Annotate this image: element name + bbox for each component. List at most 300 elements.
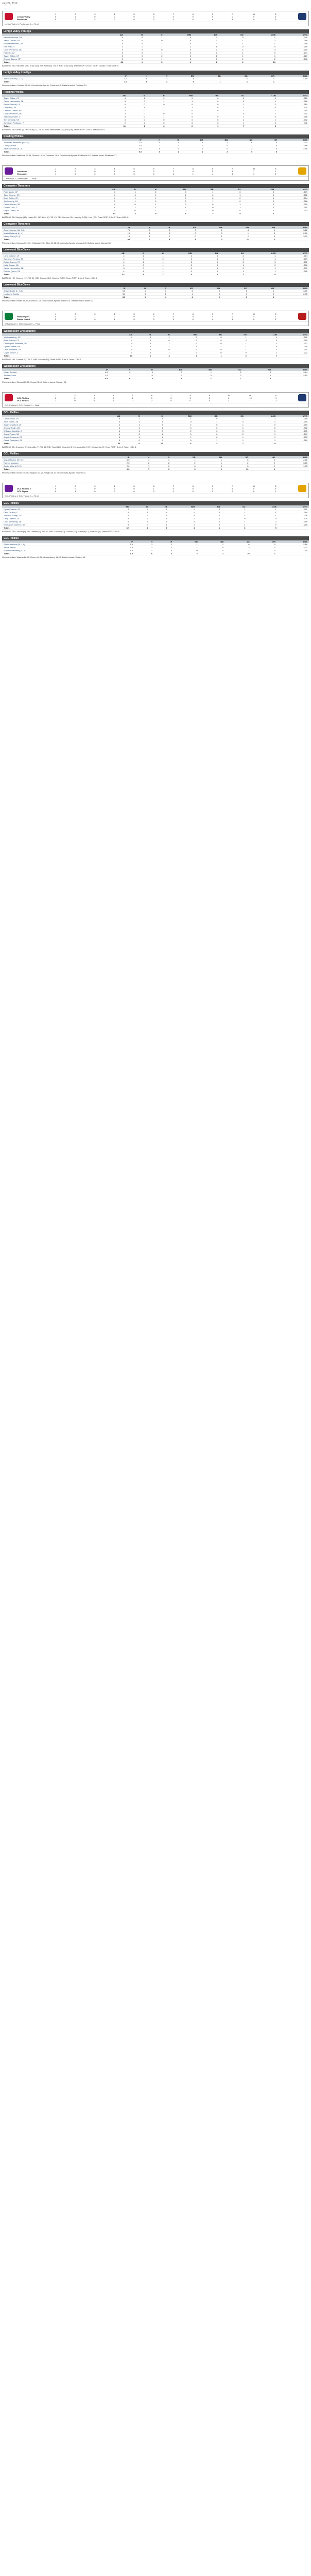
stat-cell: 6 — [219, 61, 245, 64]
stat-cell: 0 — [127, 122, 147, 125]
player-link[interactable]: Ethan Stewart — [2, 371, 80, 374]
away-team-name[interactable]: Lakewood — [17, 170, 27, 173]
column-header: AB — [101, 94, 127, 97]
player-link[interactable]: Michael Martinez, 2B — [2, 42, 98, 45]
player-link[interactable]: Williams Astudillo, C — [2, 430, 96, 433]
stat-cell: .226 — [278, 514, 309, 517]
column-header: IP — [109, 540, 135, 543]
stat-cell: 4 — [131, 459, 151, 462]
stat-cell: 0 — [215, 209, 242, 212]
stat-cell: 0 — [154, 549, 174, 552]
stat-cell: 0 — [158, 203, 188, 206]
player-link[interactable]: Andres Blanco, RF — [2, 58, 98, 61]
player-link[interactable]: Larry Greene, LF — [2, 517, 105, 520]
stat-cell: 0 — [164, 55, 193, 58]
column-header: ERA — [272, 368, 309, 371]
stat-cell: 5.0 — [109, 543, 135, 546]
stat-cell: 0 — [246, 115, 277, 118]
home-team-logo-icon — [298, 394, 306, 401]
totals-label: Totals — [2, 238, 106, 241]
stat-cell: 1 — [147, 115, 166, 118]
linescore-home-row — [16, 490, 295, 493]
player-link[interactable]: Cesar Hernandez, 2B — [2, 267, 100, 270]
stat-cell: 0 — [147, 103, 166, 106]
game-block — [2, 483, 309, 559]
stat-cell: 3.60 — [277, 462, 309, 465]
stat-cell: 0 — [152, 232, 172, 235]
stat-cell: 9 — [221, 296, 249, 299]
section-title: Reading Phillies — [2, 90, 309, 94]
stat-cell: 1.0 — [119, 144, 143, 147]
stat-cell: 7.0 — [102, 80, 128, 83]
stat-cell: 1 — [141, 436, 164, 439]
inning-score: 0 — [75, 317, 76, 320]
stat-cell: 4 — [101, 109, 127, 112]
stat-cell: 0 — [127, 118, 147, 122]
stat-cell: 3 — [152, 238, 172, 241]
column-header: R — [151, 456, 171, 459]
player-link[interactable]: Matt Hockenberry (S, 4) — [2, 549, 109, 552]
inning-label: 2 — [75, 484, 76, 487]
home-team-logo-icon — [298, 313, 306, 320]
stat-cell: 0 — [143, 147, 162, 150]
stat-cell: 1 — [122, 436, 141, 439]
stat-cell: 10 — [225, 552, 251, 555]
player-link[interactable]: Cameron Perkins, 3B — [2, 258, 100, 261]
inning-score: 0 — [55, 396, 57, 399]
stat-cell: 0 — [243, 377, 273, 380]
player-link[interactable]: Kenny Giles (S, 9) — [2, 235, 106, 238]
inning-label: 1 — [55, 484, 57, 487]
stat-cell: 0 — [166, 122, 194, 125]
player-link[interactable]: Brian Pointer, CF — [2, 339, 109, 342]
stat-cell: 1 — [248, 351, 279, 354]
player-link[interactable]: Tyson Gillies, CF — [2, 97, 101, 100]
player-link[interactable]: Lisalverto Bonilla — [2, 293, 100, 296]
player-link[interactable]: Derek Campbell, SS — [2, 439, 96, 442]
stat-cell: 1 — [196, 527, 221, 530]
inning-score: 1 — [275, 396, 277, 399]
inning-score: 0 — [94, 489, 96, 493]
column-header: AVG — [278, 505, 309, 508]
stat-cell: 0 — [254, 144, 279, 147]
stat-cell: 0 — [164, 58, 193, 61]
player-link[interactable]: Steve Susdorf, LF — [2, 103, 101, 106]
stat-cell: 1 — [225, 549, 251, 552]
inning-score: 0 — [172, 487, 174, 490]
column-header: ERA — [277, 226, 309, 229]
column-header: ER — [171, 456, 197, 459]
stat-cell: 1 — [245, 420, 277, 423]
column-header: R — [152, 226, 172, 229]
player-link[interactable]: Leandro Castro, RF — [2, 109, 101, 112]
stat-cell: 3 — [225, 546, 251, 549]
player-link[interactable]: Deivi Grullon, C — [2, 511, 105, 514]
home-team-name[interactable]: Clearwater — [17, 172, 28, 175]
stat-cell: 0 — [174, 549, 199, 552]
column-header: ER — [171, 226, 197, 229]
player-link[interactable]: Tyler Greene, SS — [2, 194, 90, 197]
stat-cell: 0 — [188, 203, 215, 206]
stat-cell: 0 — [166, 97, 194, 100]
stat-cell: 4 — [101, 106, 127, 109]
player-link[interactable]: Jesse Biddle (L, 7-6) — [2, 290, 100, 293]
totals-row — [2, 273, 309, 276]
stat-cell: 2 — [164, 430, 193, 433]
stat-cell: 4 — [100, 261, 126, 264]
stat-cell: 1 — [195, 80, 222, 83]
player-link[interactable]: Angel Chavarria, RF — [2, 436, 96, 439]
column-header: R — [122, 415, 141, 417]
stat-cell: 1 — [126, 255, 146, 258]
inning-label: 1 — [55, 167, 57, 170]
inning-score: 0 — [114, 315, 115, 318]
stat-cell: 0 — [194, 293, 221, 296]
stat-cell: 0 — [196, 508, 221, 511]
stat-cell: 4 — [109, 339, 134, 342]
stat-cell: 3 — [105, 523, 130, 527]
stat-cell: 1 — [134, 345, 152, 348]
stat-cell: 1 — [221, 508, 247, 511]
stat-cell: 3 — [171, 238, 197, 241]
batting-table — [2, 94, 309, 128]
stat-cell: 1 — [144, 36, 164, 39]
inning-label: E — [275, 167, 277, 170]
player-link[interactable]: Adam Morgan (W, 7-6) — [2, 229, 106, 232]
player-link[interactable]: Mitch Walding, SS — [2, 336, 109, 339]
player-link[interactable]: Jiandido Tromp, CF — [2, 514, 105, 517]
inning-label: 8 — [192, 484, 194, 487]
player-link[interactable]: Larry Greene, LF — [2, 255, 100, 258]
player-link[interactable]: Mario Hollands (H, 4) — [2, 232, 106, 235]
stat-cell: 3 — [90, 200, 117, 203]
stat-cell: 4 — [109, 342, 134, 345]
column-header: SO — [219, 33, 245, 36]
inning-label: 3 — [94, 312, 96, 315]
stat-cell: .262 — [275, 194, 309, 197]
batting-table — [2, 252, 309, 276]
player-link[interactable]: Darin Ruf, 1B — [2, 106, 101, 109]
inning-label: E — [275, 312, 277, 315]
inning-score: 10 — [249, 396, 252, 399]
stat-cell: 0 — [199, 546, 225, 549]
stat-cell: 0 — [171, 232, 197, 235]
column-header: LOB — [246, 252, 278, 255]
inning-score: 0 — [189, 399, 191, 402]
stat-cell: 0 — [164, 48, 193, 52]
stat-cell: 6 — [127, 290, 147, 293]
stat-cell: 0 — [130, 520, 149, 523]
player-link[interactable]: Chris Serritella, 1B — [2, 348, 109, 351]
stat-cell: 0 — [220, 100, 246, 103]
stat-cell: 0 — [188, 197, 215, 200]
player-link[interactable]: Christopher Serritella, 2B — [2, 342, 109, 345]
column-header: H — [137, 188, 158, 191]
player-link[interactable]: Zach Collier, RF — [2, 197, 90, 200]
stat-cell: 3.51 — [275, 290, 309, 293]
stat-cell: 0 — [164, 39, 193, 42]
stat-cell: 0 — [166, 115, 194, 118]
stat-cell: 4 — [98, 36, 125, 39]
stat-cell: 0 — [188, 194, 215, 197]
stat-cell: 1 — [223, 336, 248, 339]
stat-cell: 1 — [251, 546, 277, 549]
stat-cell: 3 — [100, 267, 126, 270]
stat-cell: 0 — [250, 235, 277, 238]
stat-cell: 32 — [105, 527, 130, 530]
stat-cell: 1 — [197, 462, 223, 465]
away-team-name[interactable]: GCL Phillies 2 — [17, 487, 31, 490]
stat-cell: 2 — [149, 508, 168, 511]
inning-score: 0 — [114, 18, 115, 21]
stat-cell: 1 — [174, 543, 199, 546]
stat-cell — [277, 238, 309, 241]
player-link[interactable]: Peter Lavin, CF — [2, 191, 90, 194]
player-link[interactable]: Justin Crawford, LF — [2, 423, 96, 427]
player-link[interactable]: Jim Murphy, 1B — [2, 200, 90, 203]
column-header: BB — [198, 333, 223, 336]
column-header: IP — [80, 368, 110, 371]
column-header: AVG — [275, 188, 309, 191]
player-link[interactable]: Jesus Posso, 1B — [2, 433, 96, 436]
inning-score: 0 — [192, 489, 194, 493]
stat-cell: 4 — [90, 191, 117, 194]
column-header: R — [126, 252, 146, 255]
player-link[interactable]: Cord Sandberg, 1B — [2, 520, 105, 523]
stat-cell: 2 — [149, 517, 168, 520]
game-block — [2, 392, 309, 474]
player-link[interactable]: Jonathan Pettibone (W, 7-5) — [2, 141, 119, 144]
player-link[interactable]: Dylan Cozens, RF — [2, 261, 100, 264]
totals-label: Totals — [2, 527, 105, 530]
away-team-name[interactable]: GCL Phillies — [17, 396, 29, 399]
stat-cell: 0 — [194, 255, 219, 258]
stat-cell: .261 — [278, 109, 309, 112]
game-result-note: GCL Phillies 6, GCL Pirates 3 — Final — [3, 403, 308, 407]
inning-label: 5 — [133, 167, 135, 170]
stat-cell: 2 — [204, 150, 229, 154]
player-link[interactable]: Tyson Gillies, CF — [2, 55, 98, 58]
totals-row — [2, 125, 309, 128]
player-link[interactable]: Kelly Dugan, 1B — [2, 264, 100, 267]
stat-cell: 3 — [245, 48, 277, 52]
stat-cell: 2 — [213, 374, 243, 377]
stat-cell — [278, 527, 309, 530]
column-header: RBI — [164, 415, 193, 417]
stat-cell: 1 — [117, 191, 137, 194]
inning-score: 0 — [275, 18, 277, 21]
stat-cell: 6 — [147, 125, 166, 128]
inning-score: 1 — [153, 487, 154, 490]
player-link[interactable]: Shane Watson (W, 1-0) — [2, 543, 109, 546]
player-link[interactable]: Tom Cochran (L, 1-3) — [2, 77, 102, 80]
stat-cell: 1 — [215, 206, 242, 209]
player-link[interactable]: Jonathan Pettibone, P — [2, 122, 101, 125]
stat-cell: 0 — [194, 100, 220, 103]
stat-cell: 30 — [90, 212, 117, 215]
stat-cell: 1 — [137, 203, 158, 206]
stat-cell: 5.0 — [100, 290, 127, 293]
home-team-name[interactable]: Rochester — [17, 18, 27, 21]
home-team-name[interactable]: GCL Pirates — [17, 399, 29, 402]
stat-cell: 3 — [105, 517, 130, 520]
inning-score: 0 — [170, 399, 172, 402]
inning-label: 7 — [172, 484, 174, 487]
stat-cell: 6 — [122, 442, 141, 445]
away-team-name[interactable]: Lehigh Valley — [17, 15, 30, 18]
linescore-header — [3, 393, 308, 403]
section-title: GCL Phillies — [2, 411, 309, 415]
away-team-logo-icon — [5, 167, 13, 175]
inning-score: 0 — [133, 315, 135, 318]
stat-cell: 1 — [180, 150, 204, 154]
stat-cell: 1 — [193, 55, 219, 58]
stat-cell: 1 — [164, 436, 193, 439]
column-header: AVG — [278, 94, 309, 97]
section-notes: BATTING: 2B: Crawford (5), Astudillo (7). TB: 12. RBI: Tocci (14), Crawford 2 (15), Astudillo 2 (19), Chavarria (9). Team RISP: 3-for-9. Team LOB: 8. — [2, 446, 137, 448]
player-link[interactable]: Andrew Pullin, 2B — [2, 427, 96, 430]
inning-score: 0 — [212, 15, 213, 18]
stat-cell: 3.12 — [277, 229, 309, 232]
inning-score: 0 — [75, 315, 76, 318]
stat-cell: 1 — [149, 511, 168, 514]
player-link[interactable]: Jason Donald, SS — [2, 39, 98, 42]
stat-cell: 4 — [130, 527, 149, 530]
player-link[interactable]: Carlos Alonso, 3B — [2, 203, 90, 206]
player-link[interactable]: Sebastian Valle, C — [2, 115, 101, 118]
column-header: SO — [223, 456, 250, 459]
stat-cell: 1 — [193, 420, 219, 423]
player-link[interactable]: Edgar Duran, 2B — [2, 209, 90, 212]
inning-score: 2 — [172, 170, 174, 173]
player-link[interactable]: Dylan Cozens, RF — [2, 345, 109, 348]
inning-label: 8 — [189, 394, 191, 397]
player-link[interactable]: Cesar Hernandez, 2B — [2, 100, 101, 103]
stat-cell: 2 — [246, 103, 277, 106]
totals-row — [2, 80, 309, 83]
stat-cell — [275, 296, 309, 299]
stat-cell: .304 — [278, 517, 309, 520]
stat-cell: 0 — [198, 339, 223, 342]
player-link[interactable]: Pete Orr, LF — [2, 52, 98, 55]
inning-score: 0 — [133, 170, 135, 173]
stat-cell: 1 — [146, 255, 165, 258]
player-link[interactable]: Zach Green, 3B — [2, 420, 96, 423]
inning-score: 7 — [253, 170, 255, 173]
stat-cell: 0 — [193, 52, 219, 55]
inning-score: 0 — [153, 18, 154, 21]
inning-label: R — [231, 484, 233, 487]
away-team-name[interactable]: Williamsport — [17, 315, 29, 318]
stat-cell: 2 — [194, 290, 221, 293]
stat-cell: 1 — [219, 258, 245, 261]
inning-label: 7 — [172, 312, 174, 315]
totals-label: Totals — [2, 150, 119, 154]
section-notes: Pitches-strikes: Morgan 101-70, Hollands 12-8, Giles 19-12. Groundouts-flyouts: Morgan 6-6. Batters faced: Morgan 28. — [2, 242, 111, 244]
player-link[interactable]: Cody Overbeck, 1B — [2, 48, 98, 52]
column-header: AVG — [277, 33, 309, 36]
stat-cell: 5 — [96, 417, 122, 420]
player-link[interactable]: Colby Shreve — [2, 144, 119, 147]
inning-score: 0 — [275, 317, 277, 320]
player-link[interactable]: Ramon Vasquez — [2, 462, 105, 465]
stat-cell: 0 — [247, 523, 278, 527]
stat-cell: 30 — [109, 354, 134, 358]
stat-cell: 4 — [222, 80, 249, 83]
player-link[interactable]: Logan Moore, C — [2, 351, 109, 354]
column-header: H — [132, 226, 152, 229]
stat-cell: 1.0 — [106, 235, 132, 238]
player-link[interactable]: Tim Kennelly, SS — [2, 118, 101, 122]
stat-cell: .281 — [278, 508, 309, 511]
stat-cell: 1 — [164, 417, 193, 420]
player-link[interactable]: Jake Diekman (S, 3) — [2, 147, 119, 150]
stat-cell: 2 — [246, 264, 278, 267]
player-link[interactable]: Jordan Kraus — [2, 374, 80, 377]
stat-cell: 1 — [221, 520, 247, 523]
column-header: IP — [105, 456, 131, 459]
column-header: H — [128, 75, 148, 77]
inning-score: 0 — [113, 399, 114, 402]
stat-cell: 1 — [223, 342, 248, 345]
player-link[interactable]: Alexis Rivero — [2, 546, 109, 549]
player-link[interactable]: Kevin Frandsen, 3B — [2, 36, 98, 39]
stat-cell: 0 — [164, 433, 193, 436]
player-link[interactable]: Emmanuel Marrero, SS — [2, 523, 105, 527]
stat-cell: 5 — [132, 229, 152, 232]
linescore — [2, 11, 309, 26]
column-header: AB — [98, 33, 125, 36]
stat-cell: 10 — [245, 61, 277, 64]
stat-cell: 0 — [215, 191, 242, 194]
player-link[interactable]: Dylan Cozens, RF — [2, 508, 105, 511]
stat-cell: 0 — [134, 348, 152, 351]
stat-cell: 0 — [147, 112, 166, 115]
stat-cell: 0 — [164, 52, 193, 55]
stat-cell: 0 — [220, 97, 246, 100]
stat-cell: 3.0 — [100, 293, 127, 296]
stat-cell: 0 — [198, 336, 223, 339]
stat-cell: .232 — [278, 118, 309, 122]
player-link[interactable]: Carlos Tocci, CF — [2, 417, 96, 420]
player-link[interactable]: Roman Quinn, SS — [2, 270, 100, 273]
column-header: AB — [109, 333, 134, 336]
player-link[interactable]: Erik Kratz, C — [2, 45, 98, 48]
stat-cell: 0 — [147, 118, 166, 122]
stat-cell: 1 — [127, 106, 147, 109]
player-link[interactable]: Austin Wright (S, 2) — [2, 465, 105, 468]
stat-cell: 1 — [242, 197, 275, 200]
column-header: BB — [204, 139, 229, 141]
column-header: LOB — [245, 33, 277, 36]
stat-cell: 8 — [224, 229, 250, 232]
stat-cell: 1 — [110, 374, 132, 377]
home-team-logo-icon — [298, 485, 306, 492]
player-link[interactable]: Miguel Nunez (W, 3-1) — [2, 459, 105, 462]
stat-cell: 5 — [247, 527, 278, 530]
column-header: ER — [174, 540, 199, 543]
stat-cell: 0 — [242, 200, 275, 203]
home-team-name[interactable]: GCL Tigers — [17, 489, 28, 493]
player-link[interactable]: Cody Overbeck, 3B — [2, 112, 101, 115]
stat-cell: 2 — [127, 125, 147, 128]
stat-cell: 0 — [152, 235, 172, 238]
stat-cell: 0 — [180, 144, 204, 147]
home-team-name[interactable]: Staten Island — [17, 317, 30, 320]
stat-cell: .274 — [277, 52, 309, 55]
stat-cell: 0 — [194, 118, 220, 122]
player-link[interactable]: Gabriel Lino, C — [2, 206, 90, 209]
